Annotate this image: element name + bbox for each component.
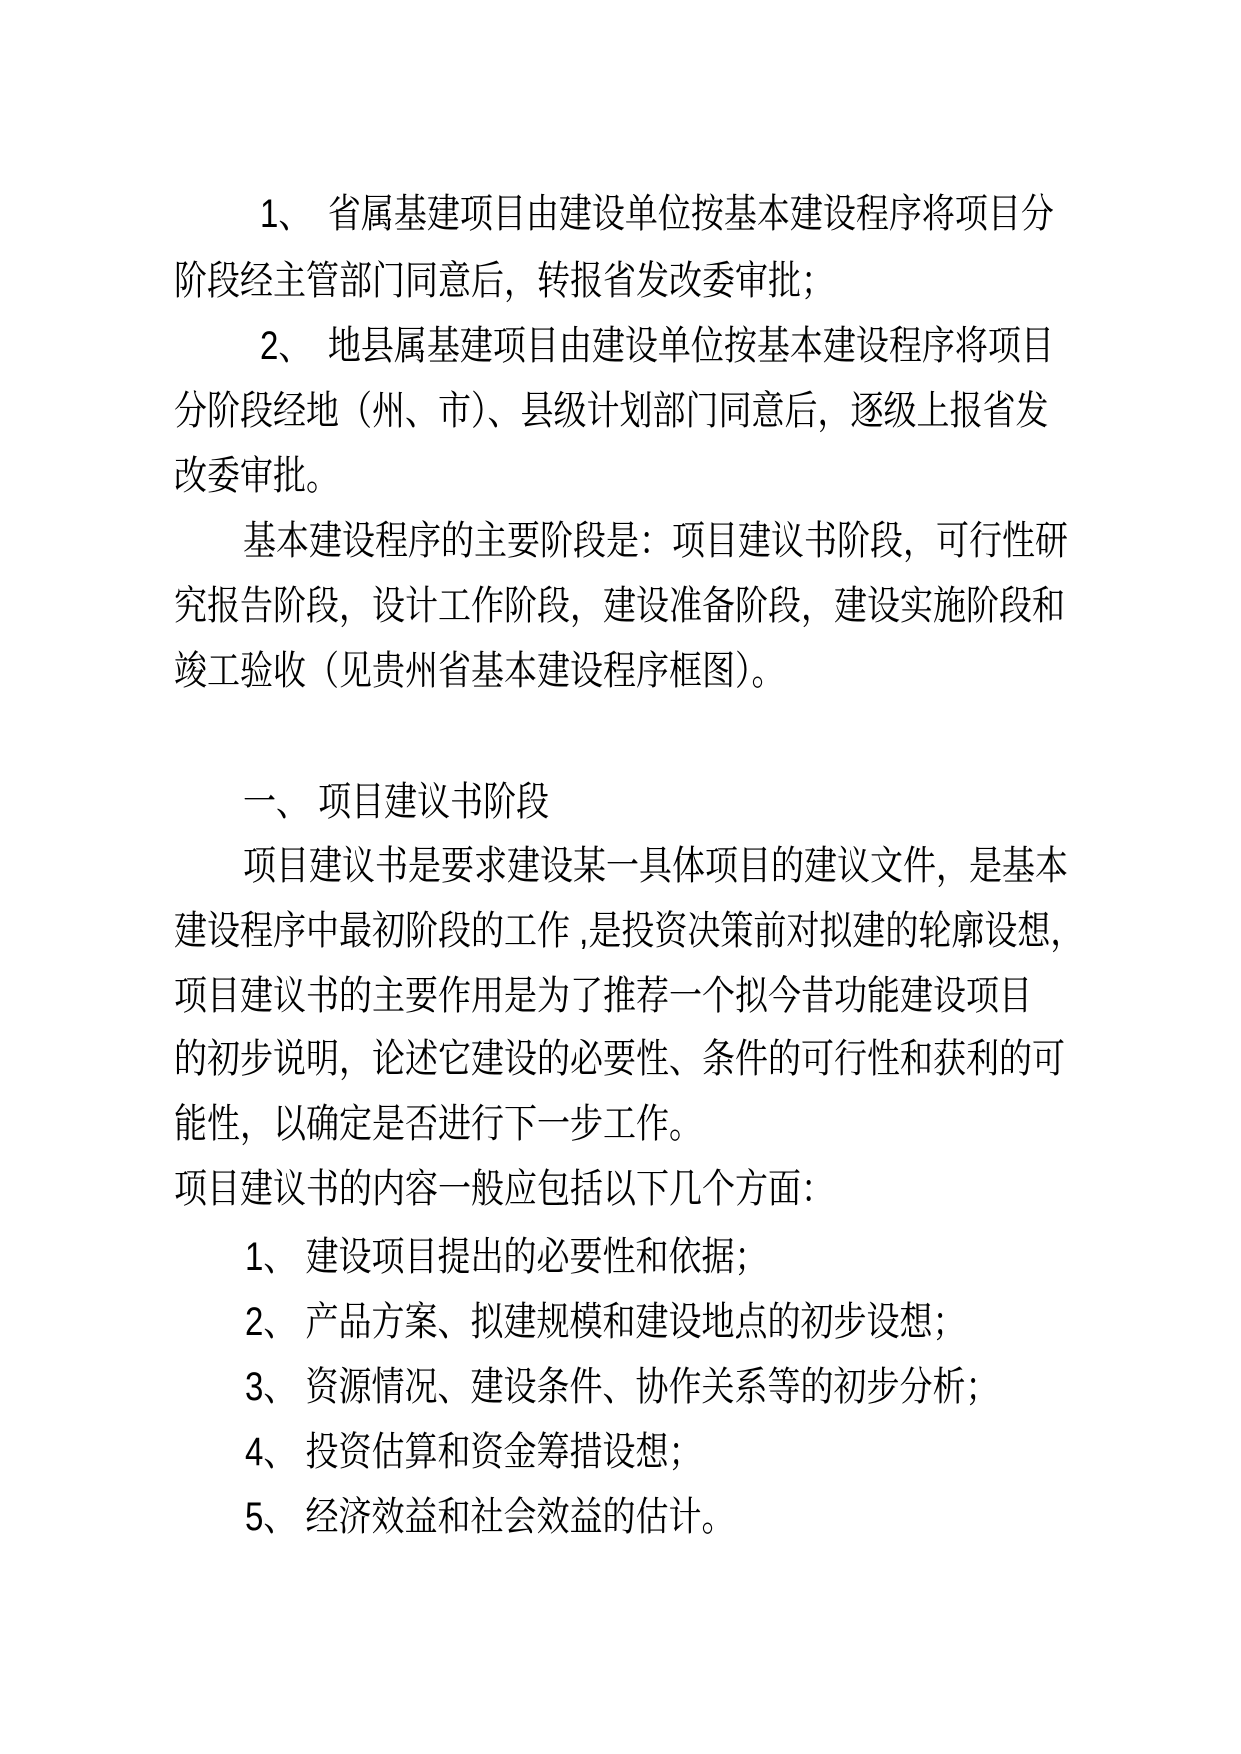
text-line: 1、 省属基建项目由建设单位按基本建设程序将项目分	[260, 192, 1054, 236]
text-line: 4、 投资估算和资金筹措设想；	[245, 1430, 702, 1474]
section-heading: 一、 项目建议书阶段	[243, 780, 550, 824]
text-line: 能性，以确定是否进行下一步工作。	[174, 1102, 702, 1146]
text-line: 改委审批。	[174, 454, 339, 498]
text-line: 5、 经济效益和社会效益的估计。	[245, 1495, 735, 1539]
text-line: 项目建议书是要求建设某一具体项目的建议文件，是基本	[243, 844, 1068, 888]
text-line: 的初步说明，论述它建设的必要性、条件的可行性和获利的可	[174, 1037, 1065, 1081]
text-line: 建设程序中最初阶段的工作 ,是投资决策前对拟建的轮廓设想，	[174, 909, 1084, 953]
text-line: 1、 建设项目提出的必要性和依据；	[245, 1235, 768, 1279]
text-line: 阶段经主管部门同意后，转报省发改委审批；	[174, 259, 834, 303]
text-line: 分阶段经地（州、市）、县级计划部门同意后，逐级上报省发	[174, 389, 1049, 433]
text-line: 3、 资源情况、建设条件、协作关系等的初步分析；	[245, 1365, 999, 1409]
text-line: 项目建议书的内容一般应包括以下几个方面：	[174, 1167, 834, 1211]
text-line: 2、 地县属基建项目由建设单位按基本建设程序将项目	[260, 324, 1054, 368]
text-line: 项目建议书的主要作用是为了推荐一个拟今昔功能建设项目	[174, 974, 1032, 1018]
text-line: 竣工验收（见贵州省基本建设程序框图）。	[174, 649, 785, 693]
text-line: 基本建设程序的主要阶段是：项目建议书阶段，可行性研	[243, 519, 1068, 563]
text-line: 2、 产品方案、拟建规模和建设地点的初步设想；	[245, 1300, 966, 1344]
text-line: 究报告阶段，设计工作阶段，建设准备阶段，建设实施阶段和	[174, 584, 1065, 628]
